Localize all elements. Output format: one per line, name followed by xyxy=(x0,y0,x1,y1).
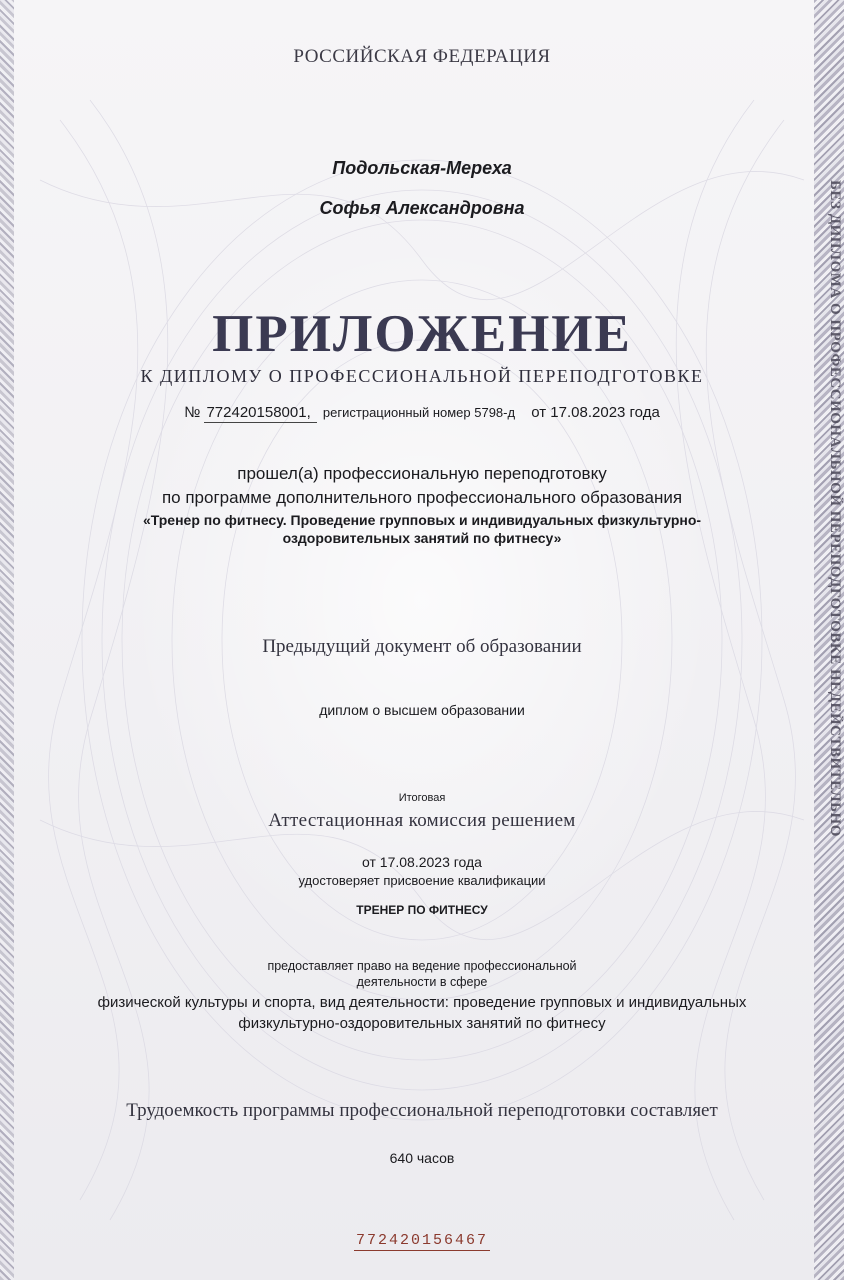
document-subtitle: К ДИПЛОМУ О ПРОФЕССИОНАЛЬНОЙ ПЕРЕПОДГОТОВКЕ xyxy=(140,366,704,386)
hours-label: Трудоемкость программы профессиональной переподготовки составляет xyxy=(126,1100,718,1121)
country-heading: РОССИЙСКАЯ ФЕДЕРАЦИЯ xyxy=(293,46,551,67)
hours-value: 640 часов xyxy=(389,1150,455,1166)
commission-date: от 17.08.2023 года xyxy=(362,854,482,870)
program-type: по программе дополнительного профессионального образования xyxy=(161,488,683,507)
final-label: Итоговая xyxy=(398,792,446,804)
number-prefix: № xyxy=(184,404,201,421)
issue-date: от 17.08.2023 года xyxy=(531,404,660,421)
program-name-line-2: оздоровительных занятий по фитнесу» xyxy=(282,530,562,546)
qualification-name: ТРЕНЕР ПО ФИТНЕСУ xyxy=(356,903,488,917)
registration-number: регистрационный номер 5798-д xyxy=(322,405,516,420)
commission-label: Аттестационная комиссия решением xyxy=(268,810,576,831)
document-number-row xyxy=(0,404,844,421)
holder-surname: Подольская-Мереха xyxy=(332,158,512,178)
rights-line-3: физической культуры и спорта, вид деятельности: проведение групповых и индивидуальных xyxy=(97,994,747,1011)
rights-line-2: деятельности в сфере xyxy=(356,975,488,989)
previous-education-value: диплом о высшем образовании xyxy=(319,702,525,718)
previous-education-label: Предыдущий документ об образовании xyxy=(262,636,582,657)
holder-given-names: Софья Александровна xyxy=(319,198,525,218)
qualification-statement: удостоверяет присвоение квалификации xyxy=(298,873,546,888)
rights-line-4: физкультурно-оздоровительных занятий по фитнесу xyxy=(238,1015,606,1032)
document-title: ПРИЛОЖЕНИЕ xyxy=(212,305,632,363)
spine-warning-text: БЕЗ ДИПЛОМА О ПРОФЕССИОНАЛЬНОЙ ПЕРЕПОДГОТОВКЕ НЕДЕЙСТВИТЕЛЬНО xyxy=(827,180,843,837)
rights-line-1: предоставляет право на ведение профессиональной xyxy=(267,959,577,973)
document-number: 772420158001, xyxy=(204,404,316,423)
serial-number xyxy=(0,1232,844,1249)
serial-number-value: 772420156467 xyxy=(355,1232,489,1249)
program-name-line-1: «Тренер по фитнесу. Проведение групповых и индивидуальных физкультурно- xyxy=(142,512,702,528)
program-statement: прошел(а) профессиональную переподготовку xyxy=(237,464,607,483)
